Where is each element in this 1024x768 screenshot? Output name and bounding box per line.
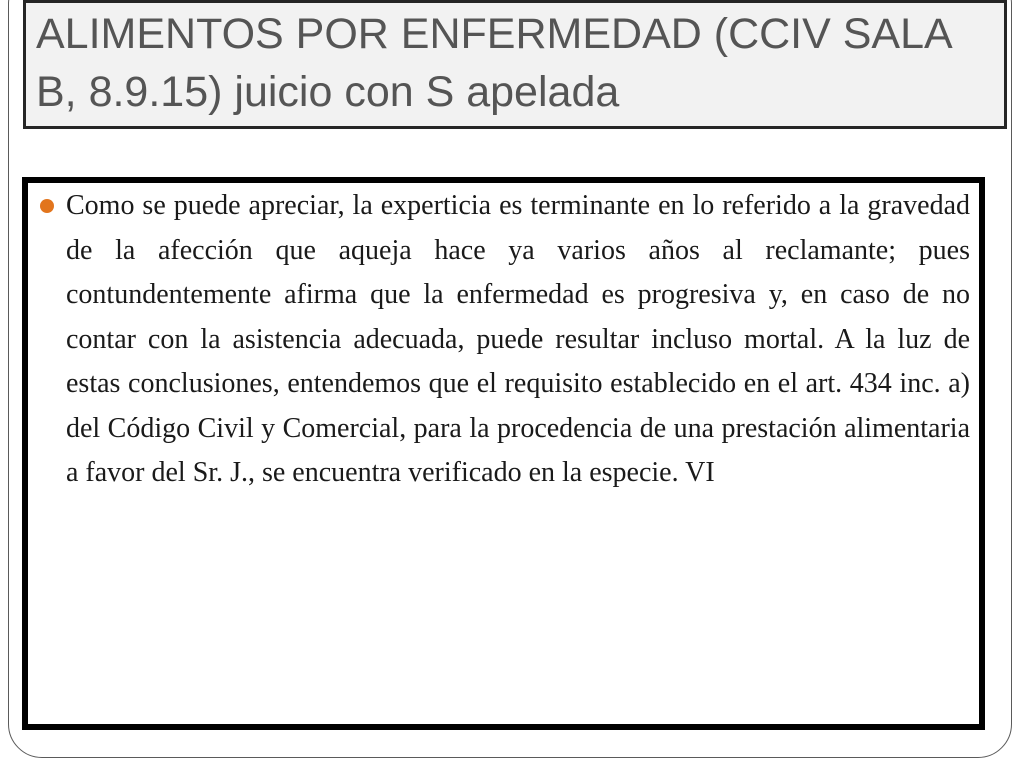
bullet-item xyxy=(40,184,970,496)
bullet-text: Como se puede apreciar, la experticia es terminante en lo referido a la gravedad de la afección que aqueja hace ya varios años al reclamante; pues contundentemente afirma que la enfermedad es progresiva y, en caso de no contar con la asistencia adecuada, puede resultar incluso mortal. A la luz de estas conclusiones, entendemos que el requisito establecido en el art. 434 inc. a) del Código Civil y Comercial, para la procedencia de una prestación alimentaria a favor del Sr. J., se encuentra verificado en la especie. VI xyxy=(66,190,970,488)
bullet-dot-icon xyxy=(40,199,54,213)
slide-title: ALIMENTOS POR ENFERMEDAD (CCIV SALA B, 8.9.15) juicio con S apelada xyxy=(36,10,953,116)
title-box xyxy=(23,0,1007,129)
